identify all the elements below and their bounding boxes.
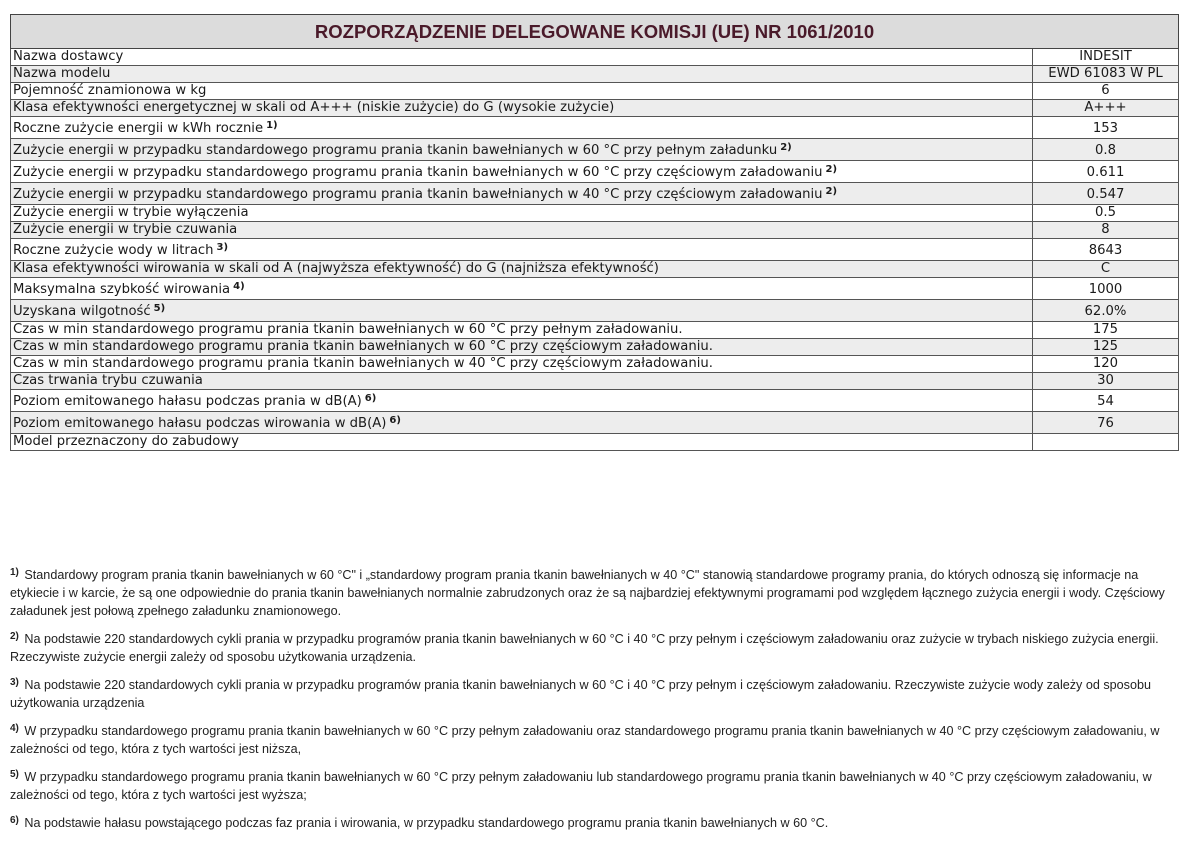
row-label-cell (11, 66, 1033, 83)
footnote-ref: 2) (780, 142, 792, 153)
footnote (10, 722, 1180, 758)
row-label-cell (11, 139, 1033, 161)
row-label: Czas trwania trybu czuwania (13, 373, 203, 388)
footnote (10, 814, 1180, 832)
row-value: 8643 (1033, 239, 1179, 261)
table-row (11, 373, 1179, 390)
row-label-cell (11, 100, 1033, 117)
row-label: Zużycie energii w trybie czuwania (13, 222, 238, 237)
row-label: Poziom emitowanego hałasu podczas wirowania w dB(A) (13, 416, 387, 431)
row-value: 0.547 (1033, 183, 1179, 205)
row-label-cell (11, 239, 1033, 261)
row-label-cell (11, 205, 1033, 222)
row-label: Zużycie energii w trybie wyłączenia (13, 205, 249, 220)
table-row (11, 300, 1179, 322)
spec-sheet (10, 14, 1178, 451)
footnote (10, 566, 1180, 620)
footnote-text: W przypadku standardowego programu prania tkanin bawełnianych w 60 °C przy pełnym załadowaniu lub standardowego programu prania tkanin bawełnianych w 40 °C przy częściowym załadowaniu, w zależności od tego, która z tych wartości jest wyższa; (10, 770, 1152, 802)
table-row (11, 239, 1179, 261)
row-label: Zużycie energii w przypadku standardowego programu prania tkanin bawełnianych w 40 °C przy częściowym załadowaniu (13, 187, 823, 202)
footnote-text: Na podstawie 220 standardowych cykli prania w przypadku programów prania tkanin bawełnianych w 60 °C i 40 °C przy pełnym i częściowym załadowaniu. Rzeczywiste zużycie wody zależy od sposobu użytkowania urządzenia (10, 678, 1151, 710)
table-row (11, 66, 1179, 83)
table-row (11, 434, 1179, 451)
row-value: 1000 (1033, 278, 1179, 300)
regulation-title: ROZPORZĄDZENIE DELEGOWANE KOMISJI (UE) NR 1061/2010 (11, 15, 1179, 49)
row-label-cell (11, 356, 1033, 373)
row-label-cell (11, 49, 1033, 66)
row-value: 0.5 (1033, 205, 1179, 222)
row-label: Roczne zużycie wody w litrach (13, 243, 214, 258)
row-label: Pojemność znamionowa w kg (13, 83, 207, 98)
row-label: Czas w min standardowego programu prania tkanin bawełnianych w 60 °C przy pełnym załadowaniu. (13, 322, 683, 337)
row-value: 54 (1033, 390, 1179, 412)
footnote-ref: 2) (825, 186, 838, 197)
row-label-cell (11, 322, 1033, 339)
footnote-ref: 4) (233, 281, 245, 292)
row-label-cell (11, 339, 1033, 356)
table-row (11, 205, 1179, 222)
footnote-text: Standardowy program prania tkanin bawełnianych w 60 °C" i „standardowy program prania tkanin bawełnianych w 40 °C" stanowią standardowe programy prania, do których odnoszą się informacje na etykiecie i w karcie, że są one odpowiednie do prania tkanin bawełnianych normalnie zabrudzonych oraz że są najbardziej efektywnymi programami pod względem łącznego zużycia energii i wody. Częściowy załadunek jest połową zpełnego załadunku znamionowego. (10, 568, 1165, 618)
row-label-cell (11, 161, 1033, 183)
product-fiche-table (10, 14, 1179, 451)
row-label: Maksymalna szybkość wirowania (13, 282, 231, 297)
row-value: 62.0% (1033, 300, 1179, 322)
footnote (10, 768, 1180, 804)
row-value: 0.8 (1033, 139, 1179, 161)
row-label: Nazwa modelu (13, 66, 111, 81)
footnote-text: W przypadku standardowego programu prania tkanin bawełnianych w 60 °C przy pełnym załadowaniu oraz standardowego programu prania tkanin bawełnianych w 40 °C przy częściowym załadowaniu, w zależności od tego, która z tych wartości jest niższa, (10, 724, 1160, 756)
footnote-ref: 3) (216, 242, 229, 253)
footnote-ref: 6) (364, 393, 377, 404)
table-row (11, 222, 1179, 239)
row-label: Nazwa dostawcy (13, 49, 124, 64)
row-label-cell (11, 83, 1033, 100)
row-value: 175 (1033, 322, 1179, 339)
footnote-mark: 3) (10, 677, 19, 688)
row-label: Zużycie energii w przypadku standardowego programu prania tkanin bawełnianych w 60 °C przy pełnym załadunku (13, 143, 778, 158)
table-row (11, 100, 1179, 117)
table-row (11, 183, 1179, 205)
title-row (11, 15, 1179, 49)
footnote-mark: 4) (10, 723, 19, 734)
row-label: Czas w min standardowego programu prania tkanin bawełnianych w 40 °C przy częściowym załadowaniu. (13, 356, 713, 371)
row-label: Poziom emitowanego hałasu podczas prania w dB(A) (13, 394, 362, 409)
row-label-cell (11, 300, 1033, 322)
footnote-mark: 6) (10, 815, 19, 826)
table-row (11, 412, 1179, 434)
row-value: 0.611 (1033, 161, 1179, 183)
footnote-mark: 2) (10, 631, 19, 642)
row-value: INDESIT (1033, 49, 1179, 66)
row-label: Zużycie energii w przypadku standardowego programu prania tkanin bawełnianych w 60 °C przy częściowym załadowaniu (13, 165, 823, 180)
row-value: 76 (1033, 412, 1179, 434)
row-label: Uzyskana wilgotność (13, 304, 151, 319)
footnote-mark: 5) (10, 769, 19, 780)
table-row (11, 161, 1179, 183)
row-label: Klasa efektywności energetycznej w skali od A+++ (niskie zużycie) do G (wysokie zużycie) (13, 100, 615, 115)
footnote (10, 630, 1180, 666)
row-label-cell (11, 390, 1033, 412)
table-row (11, 339, 1179, 356)
row-label-cell (11, 222, 1033, 239)
row-value: EWD 61083 W PL (1033, 66, 1179, 83)
row-label-cell (11, 434, 1033, 451)
row-value: 125 (1033, 339, 1179, 356)
row-value: A+++ (1033, 100, 1179, 117)
table-row (11, 49, 1179, 66)
row-value: 153 (1033, 117, 1179, 139)
row-value: 30 (1033, 373, 1179, 390)
footnote-ref: 1) (266, 120, 278, 131)
footnote-text: Na podstawie 220 standardowych cykli prania w przypadku programów prania tkanin bawełnianych w 60 °C i 40 °C przy pełnym i częściowym załadowaniu oraz zużycie w trybach niskiego zużycia energii. Rzeczywiste zużycie energii zależy od sposobu użytkowania urządzenia. (10, 632, 1159, 664)
footnote (10, 676, 1180, 712)
row-label: Klasa efektywności wirowania w skali od A (najwyższa efektywność) do G (najniższa efektywność) (13, 261, 659, 276)
table-row (11, 261, 1179, 278)
footnote-text: Na podstawie hałasu powstającego podczas faz prania i wirowania, w przypadku standardowego programu prania tkanin bawełnianych w 60 °C. (24, 816, 829, 830)
row-label: Model przeznaczony do zabudowy (13, 434, 239, 449)
footnote-ref: 6) (389, 415, 401, 426)
row-label: Roczne zużycie energii w kWh rocznie (13, 121, 264, 136)
row-label: Czas w min standardowego programu prania tkanin bawełnianych w 60 °C przy częściowym załadowaniu. (13, 339, 713, 354)
footnotes (10, 566, 1180, 842)
row-value: 6 (1033, 83, 1179, 100)
row-label-cell (11, 117, 1033, 139)
table-row (11, 278, 1179, 300)
table-row (11, 322, 1179, 339)
row-label-cell (11, 278, 1033, 300)
footnote-mark: 1) (10, 567, 19, 578)
table-row (11, 356, 1179, 373)
table-row (11, 390, 1179, 412)
table-row (11, 117, 1179, 139)
footnote-ref: 5) (153, 303, 166, 314)
row-value (1033, 434, 1179, 451)
footnote-ref: 2) (825, 164, 838, 175)
row-label-cell (11, 183, 1033, 205)
row-label-cell (11, 412, 1033, 434)
table-row (11, 83, 1179, 100)
table-row (11, 139, 1179, 161)
row-value: 8 (1033, 222, 1179, 239)
row-label-cell (11, 261, 1033, 278)
row-label-cell (11, 373, 1033, 390)
row-value: C (1033, 261, 1179, 278)
row-value: 120 (1033, 356, 1179, 373)
